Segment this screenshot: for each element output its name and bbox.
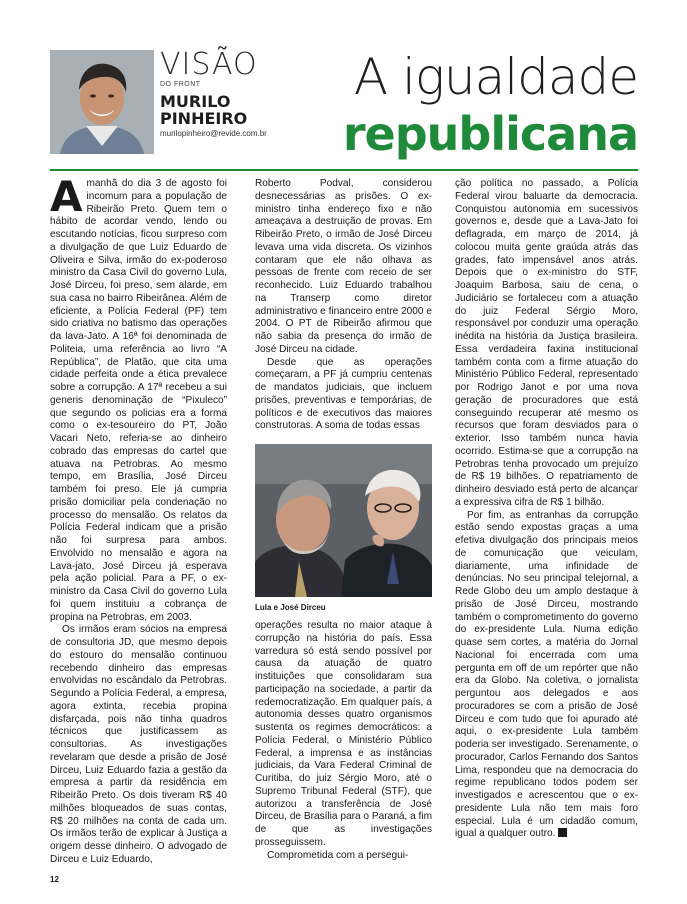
article-column-2-bottom <box>255 620 432 860</box>
article-paragraph <box>455 510 638 842</box>
author-first-name: MURILO <box>160 92 231 111</box>
author-last-name: PINHEIRO <box>160 109 248 128</box>
headline-line-1: A igualdade <box>353 48 638 106</box>
article-paragraph: ção política no passado, a Polícia Federal virou baluarte da democracia. Conquistou autonomia em sucessivos governos e, desde que a Lava-Jato foi deflagrada, em março de 2014, já colocou muita gente graúda atrás das grades, fato impensável anos atrás. Depois que o ex-ministro do STF, Joaquim Barbosa, saiu de cena, o Judiciário se fortaleceu com a atuação do juiz Federal Sérgio Moro, responsável por conduzir uma operação inédita na história da Justiça brasileira. Essa verdadeira faxina institucional também conta com a firme atuação do Ministério Público Federal, representado por Rodrigo Janot e por uma nova geração de procuradores que está conseguindo recuperar até mesmo os recursos que foram desviados para o exterior. Isso também nunca havia ocorrido. Estima-se que a corrupção na Petrobras tenha provocado um prejuízo de R$ 19 bilhões. O repatriamento de dinheiro desviado está perto de alcançar a expressiva cifra de R$ 1 bilhão. <box>455 178 638 508</box>
article-paragraph: operações resulta no maior ataque à corrupção na história do país. Essa varredura só está sendo possível por causa da atuação de quatro instituições que consolidaram sua participação na sociedade, a partir da redemocratização. Em qualquer país, a autonomia desses quatro organismos sustenta os regimes democráticos: a Polícia Federal, o Ministério Público Federal, a imprensa e as instâncias judiciais, da Vara Federal Criminal de Curitiba, do juiz Sérgio Moro, até o Supremo Tribunal Federal (STF), que autorizou a transferência de José Dirceu, de Brasília para o Paraná, a fim de que as investigações prosseguissem. <box>255 620 432 848</box>
column-name: VISÃO <box>160 47 258 82</box>
article-paragraph: Roberto Podval, considerou desnecessárias as prisões. O ex-ministro tinha endereço fixo e não ameaçava a destruição de provas. Em Ribeirão Preto, o irmão de José Dirceu levava uma vida discreta. Os vizinhos contaram que ele não olhava as pessoas de frente com receio de ser reconhecido. Luiz Eduardo trabalhou na Transerp como diretor administrativo e financeiro entre 2000 e 2004. O PT de Ribeirão afirmou que não sabia da presença do irmão de José Dirceu na cidade. <box>255 178 432 355</box>
header-divider <box>50 169 638 171</box>
article-paragraph <box>50 172 227 624</box>
article-column-3 <box>455 178 638 868</box>
article-photo <box>255 444 432 597</box>
article-paragraph: Desde que as operações começaram, a PF já cumpriu centenas de mandatos judiciais, que incluem prisões, preventivas e temporárias, de políticos e de executivos das maiores construtoras. A soma de todas essas <box>255 356 432 432</box>
article-column-1 <box>50 172 227 865</box>
article-column-2-top <box>255 178 432 432</box>
author-photo <box>50 50 154 154</box>
column-subtitle: DO FRONT <box>160 81 201 88</box>
article-paragraph: Os irmãos eram sócios na empresa de consultoria JD, que mesmo depois do estouro do mensalão continuou recebendo dinheiro das empresas envolvidas no escândalo da Petrobras. Segundo a Polícia Federal, a empresa, agora extinta, recebia propina disfarçada, pois não tinha quadros técnicos que justificassem as consultorias. As investigações revelaram que desde a prisão de José Dirceu, Luiz Eduardo fazia a gestão da empresa a partir da residência em Ribeirão Preto. Os dois tiveram R$ 40 milhões bloqueados de suas contas, R$ 20 milhões na conta de cada um. Os irmãos terão de explicar à Justiça a origem desse dinheiro. O advogado de Dirceu e Luiz Eduardo, <box>50 624 227 865</box>
drop-cap: A <box>50 172 83 221</box>
photo-illustration <box>255 444 432 597</box>
paragraph-text: Por fim, as entranhas da corrupção estão sendo expostas graças a uma efetiva divulgação dos principais meios de comunicação que veiculam, diariamente, uma infinidade de denúncias. No seu principal telejornal, a Rede Globo deu um amplo destaque à prisão de José Dirceu, mostrando também o comprometimento do governo do ex-presidente Lula. Numa edição quase sem cortes, a matéria do Jornal Nacional foi encerrada com uma pergunta em off de um repórter que não era da Globo. Na coletiva, o jornalista perguntou aos delegados e aos procuradores se com a prisão de José Dirceu e com tudo que foi apurado até aqui, o ex-presidente Lula também poderia ser investigado. Serenamente, o procurador, Carlos Fernando dos Santos Lima, respondeu que na democracia do regime republicano todos podem ser investigados e acrescentou que o ex-presidente Lula não tem mais foro especial. Lula é um cidadão comum, igual a qualquer outro. <box>455 509 638 840</box>
headline-line-2: republicana <box>342 107 638 161</box>
paragraph-text: manhã do dia 3 de agosto foi incomum para a população de Ribeirão Preto. Quem tem o hábito de acordar vendo, lendo ou escutando notícias, ficou surpreso com a divulgação de que Luiz Eduardo de Oliveira e Silva, irmão do ex-poderoso ministro da Casa Civil do governo Lula, José Dirceu, foi preso, sem alarde, em sua casa no bairro Ribeirânea. Além de eficiente, a Polícia Federal (PF) tem sido criativa no batismo das operações da lava-Jato. A 16ª foi denominada de Politeia, uma referência ao livro “A República”, de Platão, que cita uma cidade perfeita onde a ética prevalece sobre a corrupção. A 17ª recebeu a sui generis denominação de “Pixuleco” que segundo os policias era a forma como o ex-tesoureiro do PT, João Vacari Neto, referia-se ao dinheiro cobrado das empresas do cartel que atuava na Petrobras. Ao mesmo tempo, em Brasília, José Dirceu também foi preso. Ele já cumpria prisão domiciliar pela condenação no processo do mensalão. Os relatos da Polícia Federal indicam que a prisão não foi surpresa para ambos. Envolvido no mensalão e agora na Lava-jato, José Dirceu já esperava pela ação policial. Para a PF, o ex-ministro da Casa Civil do governo Lula foi quem instituiu a cobrança de propina na Petrobras, em 2003. <box>50 178 227 623</box>
photo-caption: Lula e José Dirceu <box>255 603 326 612</box>
end-of-article-icon <box>558 828 567 837</box>
column-header <box>160 47 267 138</box>
page-number: 12 <box>50 875 59 884</box>
article-paragraph: Comprometida com a persegui- <box>267 849 409 861</box>
author-email: murilopinheiro@revide.com.br <box>160 129 267 138</box>
author-portrait-illustration <box>50 50 154 154</box>
